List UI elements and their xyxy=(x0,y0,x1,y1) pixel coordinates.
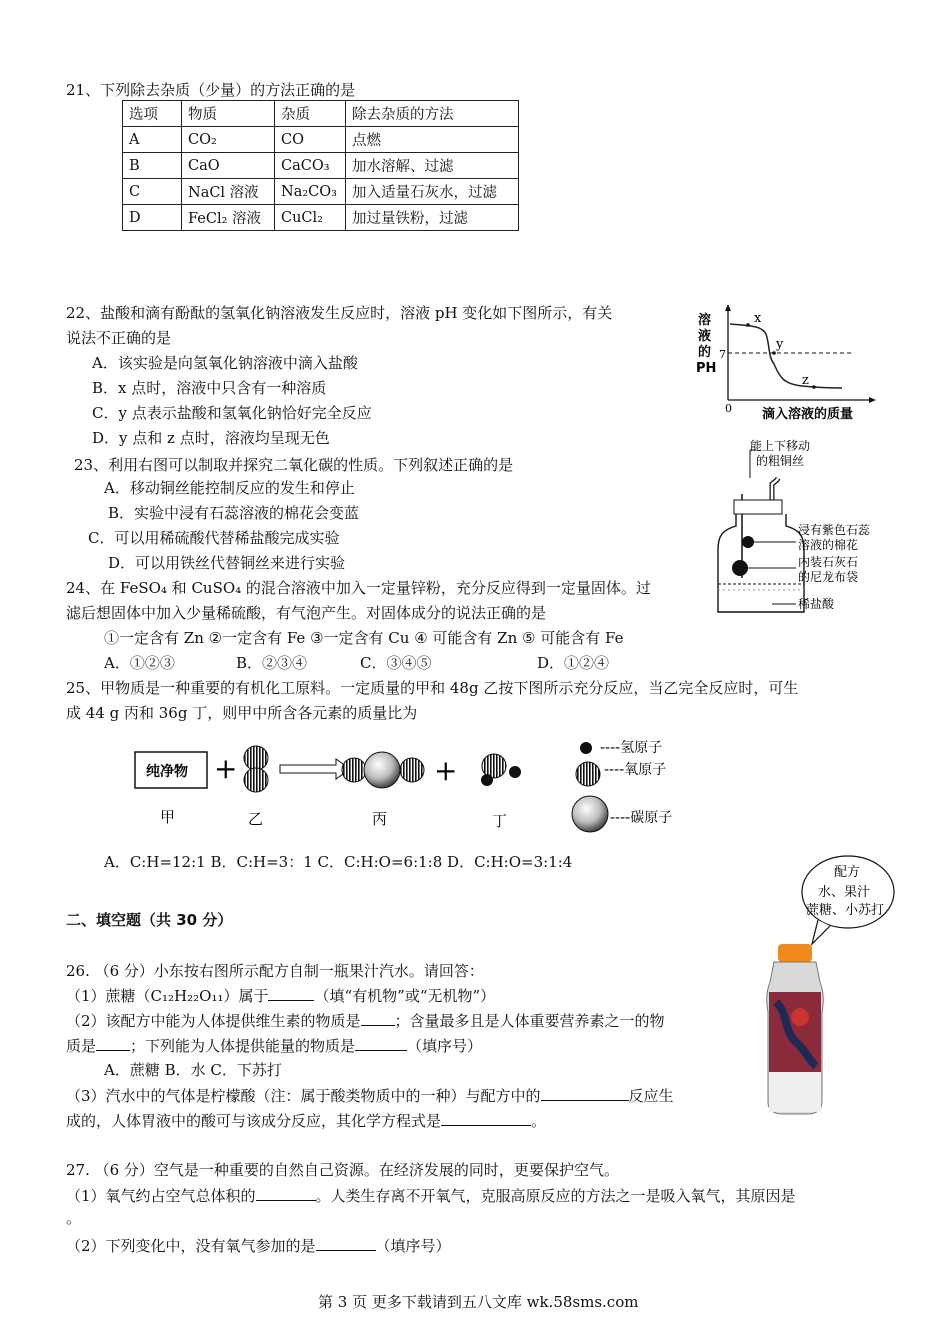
q26-choices: A．蔗糖 B．水 C．下苏打 xyxy=(104,1061,282,1079)
reaction-diagram xyxy=(130,732,690,842)
graph-point-z: z xyxy=(802,373,809,388)
table-cell: FeCl₂ 溶液 xyxy=(182,205,275,231)
q25-line1: 25、甲物质是一种重要的有机化工原料。一定质量的甲和 48g 乙按下图所示充分反应，当乙完全反应时，可生 xyxy=(66,679,799,697)
header-cell: 杂质 xyxy=(275,101,346,127)
q26-part1-a: （1）蔗糖（C₁₂H₂₂O₁₁）属于 xyxy=(66,987,269,1005)
q27-part2 xyxy=(66,1235,451,1256)
graph-point-x: x xyxy=(754,311,762,326)
q23-option-b: B．实验中浸有石蕊溶液的棉花会变蓝 xyxy=(108,504,360,522)
table-cell: CaCO₃ xyxy=(275,153,346,179)
q27-part1-end: 。 xyxy=(66,1209,82,1227)
label-acid: 稀盐酸 xyxy=(798,597,835,611)
table-cell: 点燃 xyxy=(346,127,519,153)
q23-option-c: C．可以用稀硫酸代替稀盐酸完成实验 xyxy=(88,529,340,547)
bubble-line2: 水、果汁 xyxy=(818,885,871,900)
q27-part1-a: （1）氧气约占空气总体积的 xyxy=(66,1187,256,1205)
drink-bottle-figure xyxy=(760,852,900,1122)
label-ding: 丁 xyxy=(492,812,508,830)
table-cell: D xyxy=(123,205,182,231)
q24-option-d: D．①②④ xyxy=(537,654,610,672)
header-cell: 选项 xyxy=(123,101,182,127)
table-cell: CuCl₂ xyxy=(275,205,346,231)
graph-ylabel: 液 xyxy=(698,329,712,344)
q24-option-c: C．③④⑤ xyxy=(360,654,432,672)
q27-part2-b: （填序号） xyxy=(375,1237,451,1255)
co2-apparatus-figure xyxy=(712,438,902,618)
q26-part1-b: （填“有机物”或“无机物”） xyxy=(314,987,496,1005)
q24-option-a: A．①②③ xyxy=(104,654,175,672)
q27-part1-b: 。人类生存离不开氧气，克服高原反应的方法之一是吸入氧气，其原因是 xyxy=(315,1187,796,1205)
label-cotton: 浸有紫色石蕊 xyxy=(798,523,871,537)
table-cell: Na₂CO₃ xyxy=(275,179,346,205)
q27-stem: 27. （6 分）空气是一种重要的自然自己资源。在经济发展的同时，更要保护空气。 xyxy=(66,1161,619,1179)
label-bag: 内装石灰石 xyxy=(798,555,859,569)
table-row xyxy=(123,205,519,231)
q27-part2-a: （2）下列变化中，没有氧气参加的是 xyxy=(66,1237,316,1255)
q27-part1 xyxy=(66,1185,796,1206)
legend-carbon-text: 碳原子 xyxy=(630,810,673,826)
q23-option-d: D．可以用铁丝代替铜丝来进行实验 xyxy=(108,554,346,572)
q24-line2: 滤后想固体中加入少量稀硫酸，有气泡产生。对固体成分的说法正确的是 xyxy=(66,604,547,622)
graph-ylabel: 的 xyxy=(698,345,712,360)
q24-option-b: B．②③④ xyxy=(236,654,308,672)
q26-part2-e: （填序号） xyxy=(407,1037,483,1055)
pure-substance-box: 纯净物 xyxy=(146,764,188,780)
q26-part3 xyxy=(66,1085,674,1106)
answer-blank[interactable] xyxy=(441,1110,531,1126)
answer-blank[interactable] xyxy=(316,1235,376,1251)
q21-stem: 21、下列除去杂质（少量）的方法正确的是 xyxy=(66,81,356,99)
table-cell: 加水溶解、过滤 xyxy=(346,153,519,179)
q24-line1: 24、在 FeSO₄ 和 CuSO₄ 的混合溶液中加入一定量锌粉，充分反应得到一定量固体。过 xyxy=(66,579,651,597)
header-cell: 除去杂质的方法 xyxy=(346,101,519,127)
answer-blank[interactable] xyxy=(361,1010,395,1026)
label-wire: 能上下移动 xyxy=(750,439,811,453)
label-jia: 甲 xyxy=(160,808,176,826)
section-title: 二、填空题（共 30 分） xyxy=(66,911,233,929)
svg-text:+: + xyxy=(434,754,458,787)
q22-option-c: C．y 点表示盐酸和氢氧化钠恰好完全反应 xyxy=(92,404,372,422)
q26-part3-d: 。 xyxy=(531,1112,547,1130)
table-cell: CO xyxy=(275,127,346,153)
ph-curve-graph xyxy=(692,300,882,425)
table-cell: CO₂ xyxy=(182,127,275,153)
table-cell: A xyxy=(123,127,182,153)
q22-line2: 说法不正确的是 xyxy=(66,329,172,347)
q26-part2-cont xyxy=(66,1035,482,1056)
q25-line2: 成 44 g 丙和 36g 丁，则甲中所含各元素的质量比为 xyxy=(66,704,418,722)
table-row xyxy=(123,179,519,205)
page-footer: 第 3 页 更多下载请到五八文库 wk.58sms.com xyxy=(318,1293,639,1311)
q22-option-d: D．y 点和 z 点时，溶液均呈现无色 xyxy=(92,429,330,447)
graph-seven-label: 7 xyxy=(719,348,726,361)
answer-blank[interactable] xyxy=(96,1035,130,1051)
table-cell: NaCl 溶液 xyxy=(182,179,275,205)
graph-point-y: y xyxy=(776,337,784,352)
legend-oxygen-text: 氧原子 xyxy=(624,762,667,778)
svg-text:+: + xyxy=(214,752,238,785)
header-cell: 物质 xyxy=(182,101,275,127)
q25-options: A．C:H=12:1 B．C:H=3：1 C．C:H:O=6:1:8 D．C:H:O=3:1:4 xyxy=(104,853,573,871)
q24-statements: ①一定含有 Zn ②一定含有 Fe ③一定含有 Cu ④ 可能含有 Zn ⑤ 可能含有 Fe xyxy=(104,629,624,647)
table-cell: 加入适量石灰水，过滤 xyxy=(346,179,519,205)
label-cotton: 溶液的棉花 xyxy=(798,538,859,552)
q21-table xyxy=(122,100,519,231)
legend-oxygen: ----氧原子 xyxy=(604,762,667,778)
q22-option-b: B．x 点时，溶液中只含有一种溶质 xyxy=(92,379,327,397)
answer-blank[interactable] xyxy=(256,1185,316,1201)
table-cell: C xyxy=(123,179,182,205)
table-row xyxy=(123,153,519,179)
q26-part3-c: 成的，人体胃液中的酸可与该成分反应，其化学方程式是 xyxy=(66,1112,442,1130)
graph-ylabel: PH xyxy=(696,361,717,376)
label-bag: 的尼龙布袋 xyxy=(798,570,859,584)
label-wire: 的粗铜丝 xyxy=(756,454,805,468)
answer-blank[interactable] xyxy=(541,1085,629,1101)
table-cell: 加过量铁粉，过滤 xyxy=(346,205,519,231)
q26-stem: 26. （6 分）小东按右图所示配方自制一瓶果汁汽水。请回答： xyxy=(66,962,484,980)
table-row xyxy=(123,127,519,153)
graph-origin-label: 0 xyxy=(725,402,732,415)
q22-option-a: A．该实验是向氢氧化钠溶液中滴入盐酸 xyxy=(92,354,358,372)
table-header-row xyxy=(123,101,519,127)
q26-part2 xyxy=(66,1010,665,1031)
q23-stem: 23、利用右图可以制取并探究二氧化碳的性质。下列叙述正确的是 xyxy=(74,456,514,474)
bubble-line1: 配方 xyxy=(834,865,861,880)
q26-part2-c: 质是 xyxy=(66,1037,97,1055)
table-cell: B xyxy=(123,153,182,179)
q26-part2-a: （2）该配方中能为人体提供维生素的物质是 xyxy=(66,1012,361,1030)
legend-hydrogen: ----氢原子 xyxy=(600,740,663,756)
q22-line1: 22、盐酸和滴有酚酞的氢氧化钠溶液发生反应时，溶液 pH 变化如下图所示，有关 xyxy=(66,304,613,322)
label-yi: 乙 xyxy=(248,810,264,828)
bubble-line3: 蔗糖、小苏打 xyxy=(806,903,885,918)
q23-option-a: A．移动铜丝能控制反应的发生和停止 xyxy=(104,479,355,497)
table-cell: CaO xyxy=(182,153,275,179)
graph-ylabel: 溶 xyxy=(698,313,712,328)
q26-part2-d: ；下列能为人体提供能量的物质是 xyxy=(130,1037,356,1055)
q26-part2-b: ；含量最多且是人体重要营养素之一的物 xyxy=(394,1012,665,1030)
q26-part3-cont xyxy=(66,1110,546,1131)
label-bing: 丙 xyxy=(372,810,388,828)
q26-part1 xyxy=(66,985,495,1006)
legend-hydrogen-text: 氢原子 xyxy=(620,740,663,756)
q26-part3-b: 反应生 xyxy=(628,1087,674,1105)
answer-blank[interactable] xyxy=(268,985,314,1001)
answer-blank[interactable] xyxy=(355,1035,407,1051)
legend-carbon: ----碳原子 xyxy=(610,810,673,826)
q26-part3-a: （3）汽水中的气体是柠檬酸（注：属于酸类物质中的一种）与配方中的 xyxy=(66,1087,541,1105)
graph-xlabel: 滴入溶液的质量 xyxy=(762,407,854,422)
